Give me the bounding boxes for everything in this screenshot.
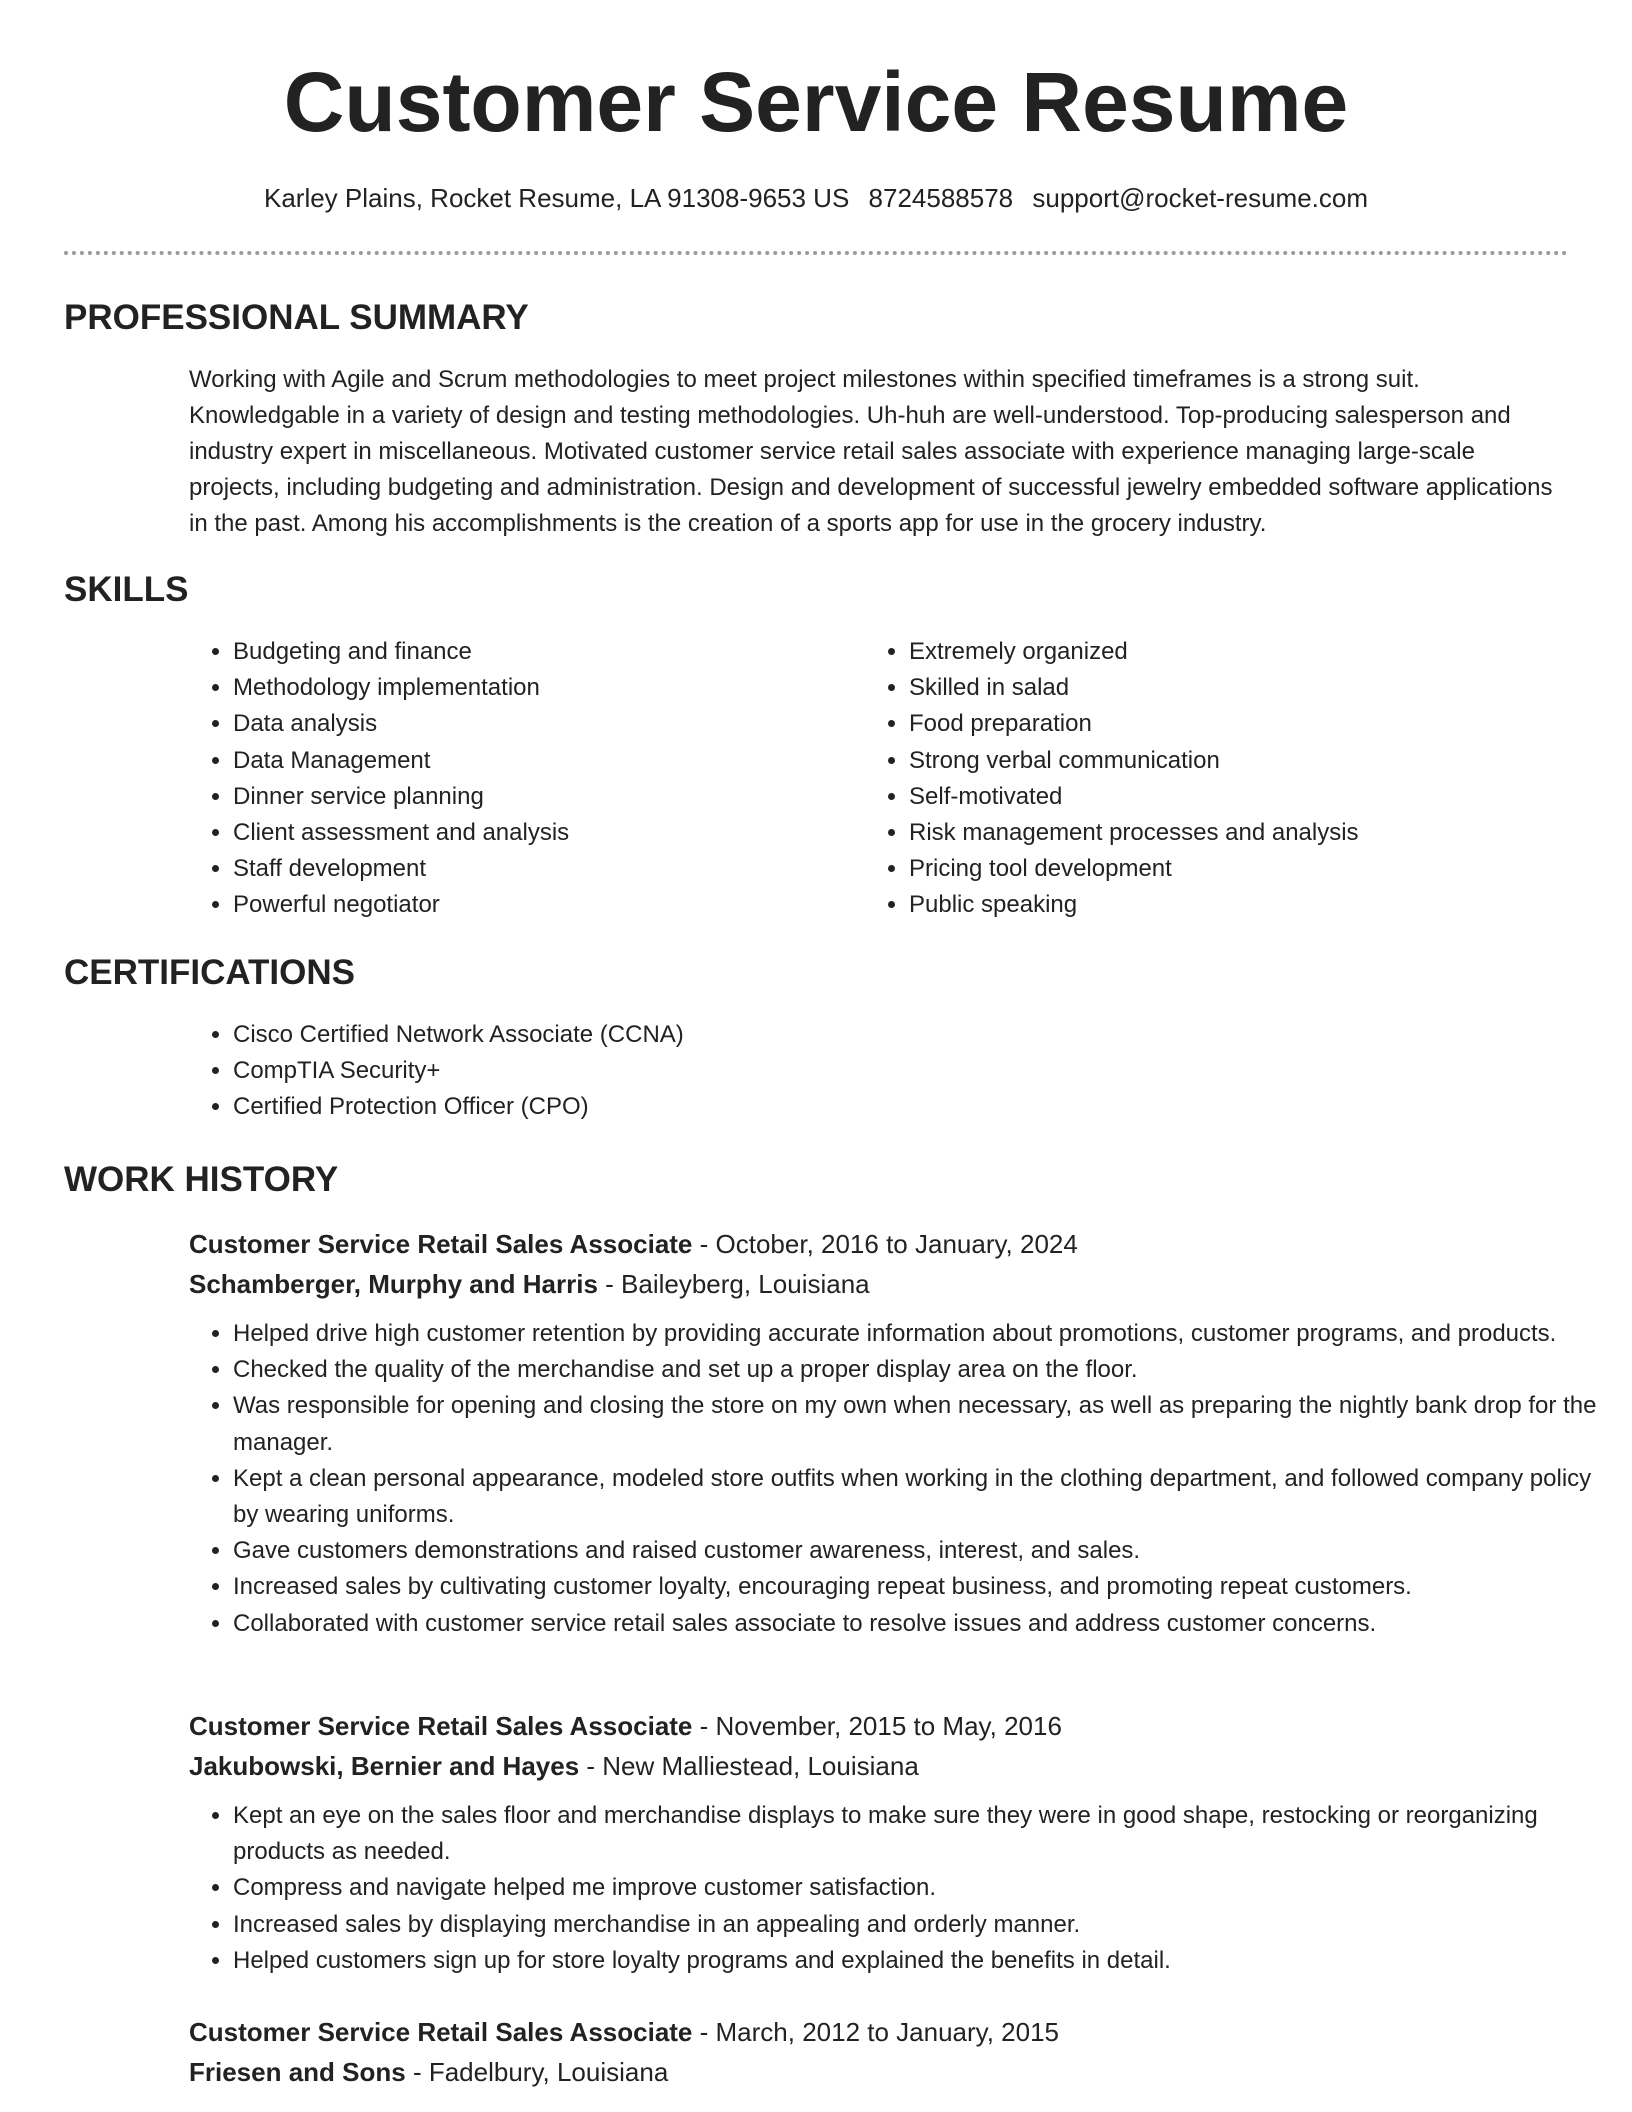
skill-item: • Budgeting and finance [233, 634, 849, 670]
skill-item: • Self-motivated [909, 779, 1565, 815]
skill-item: • Methodology implementation [233, 670, 849, 706]
job-bullet: • Kept an eye on the sales floor and merchandise displays to make sure they were in good shape, restocking or reorganizing products as needed. [233, 1798, 1613, 1870]
job-entry [189, 1706, 1569, 1979]
job-bullet: • Increased sales by cultivating customer loyalty, encouraging repeat business, and promoting repeat customers. [233, 1569, 1613, 1605]
job-bullet: • Collaborated with customer service retail sales associate to resolve issues and address customer concerns. [233, 1606, 1613, 1642]
job-dates: - November, 2015 to May, 2016 [692, 1711, 1062, 1741]
header-divider [64, 251, 1568, 255]
job-bullet: • Increased sales by displaying merchandise in an appealing and orderly manner. [233, 1907, 1613, 1943]
job-company: Schamberger, Murphy and Harris [189, 1269, 598, 1299]
skill-item: • Public speaking [909, 887, 1565, 923]
resume-title: Customer Service Resume [283, 55, 1349, 149]
skills-left-list [189, 634, 849, 924]
certifications-heading: CERTIFICATIONS [64, 953, 356, 992]
skill-item: • Extremely organized [909, 634, 1565, 670]
job-title-line [189, 2012, 1569, 2052]
job-bullet: • Was responsible for opening and closing the store on my own when necessary, as well as preparing the nightly bank drop for the manager. [233, 1388, 1613, 1460]
skill-item: • Client assessment and analysis [233, 815, 849, 851]
job-title: Customer Service Retail Sales Associate [189, 1711, 693, 1741]
certifications-list [189, 1017, 1569, 1126]
job-location: - New Malliestead, Louisiana [579, 1751, 919, 1781]
job-title: Customer Service Retail Sales Associate [189, 1229, 693, 1259]
job-company-line [189, 1264, 1569, 1304]
job-company: Jakubowski, Bernier and Hayes [189, 1751, 580, 1781]
job-bullets [189, 1316, 1613, 1642]
skill-item: • Pricing tool development [909, 851, 1565, 887]
contact-address: Karley Plains, Rocket Resume, LA 91308-9653 US [263, 183, 850, 213]
skills-heading: SKILLS [64, 570, 189, 609]
job-dates: - March, 2012 to January, 2015 [692, 2017, 1060, 2047]
skill-item: • Data Management [233, 743, 849, 779]
certification-item: • Certified Protection Officer (CPO) [233, 1089, 1569, 1125]
skill-item: • Skilled in salad [909, 670, 1565, 706]
skills-right-list [865, 634, 1565, 924]
job-bullet: • Kept a clean personal appearance, modeled store outfits when working in the clothing department, and followed company policy by wearing uniforms. [233, 1461, 1613, 1533]
job-location: - Baileyberg, Louisiana [597, 1269, 870, 1299]
summary-text: Working with Agile and Scrum methodologies to meet project milestones within specified timeframes is a strong suit. Knowledgable in a variety of design and testing methodologies. Uh-huh are well-understood. Top-producing salesperson and industry expert in miscellaneous. Motivated customer service retail sales associate with experience managing large-scale projects, including budgeting and administration. Design and development of successful jewelry embedded software applications in the past. Among his accomplishments is the creation of a sports app for use in the grocery industry. [189, 366, 1553, 537]
skills-left-column [189, 634, 849, 924]
job-dates: - October, 2016 to January, 2024 [692, 1229, 1078, 1259]
work-history-heading: WORK HISTORY [64, 1160, 339, 1199]
contact-line [0, 180, 1632, 216]
skills-right-column [865, 634, 1565, 924]
certification-item: • Cisco Certified Network Associate (CCNA) [233, 1017, 1569, 1053]
skill-item: • Food preparation [909, 706, 1565, 742]
job-bullet: • Gave customers demonstrations and raised customer awareness, interest, and sales. [233, 1533, 1613, 1569]
job-bullets [189, 1798, 1613, 1979]
summary-heading: PROFESSIONAL SUMMARY [64, 298, 529, 337]
certification-item: • CompTIA Security+ [233, 1053, 1569, 1089]
job-title-line [189, 1224, 1569, 1264]
skill-item: • Strong verbal communication [909, 743, 1565, 779]
job-bullet: • Compress and navigate helped me improve customer satisfaction. [233, 1870, 1613, 1906]
job-bullet: • Helped drive high customer retention by providing accurate information about promotions, customer programs, and products. [233, 1316, 1613, 1352]
job-bullet: • Helped customers sign up for store loyalty programs and explained the benefits in detail. [233, 1943, 1613, 1979]
job-company: Friesen and Sons [189, 2057, 406, 2087]
skill-item: • Data analysis [233, 706, 849, 742]
job-company-line [189, 1746, 1569, 1786]
skill-item: • Staff development [233, 851, 849, 887]
job-location: - Fadelbury, Louisiana [405, 2057, 669, 2087]
job-entry [189, 2012, 1569, 2092]
contact-phone[interactable]: 8724588578 [868, 183, 1014, 213]
skill-item: • Dinner service planning [233, 779, 849, 815]
job-title-line [189, 1706, 1569, 1746]
skill-item: • Risk management processes and analysis [909, 815, 1565, 851]
job-entry [189, 1224, 1597, 1642]
job-company-line [189, 2052, 1569, 2092]
job-title: Customer Service Retail Sales Associate [189, 2017, 693, 2047]
contact-email[interactable]: support@rocket-resume.com [1032, 183, 1369, 213]
job-bullet: • Checked the quality of the merchandise and set up a proper display area on the floor. [233, 1352, 1613, 1388]
skill-item: • Powerful negotiator [233, 887, 849, 923]
